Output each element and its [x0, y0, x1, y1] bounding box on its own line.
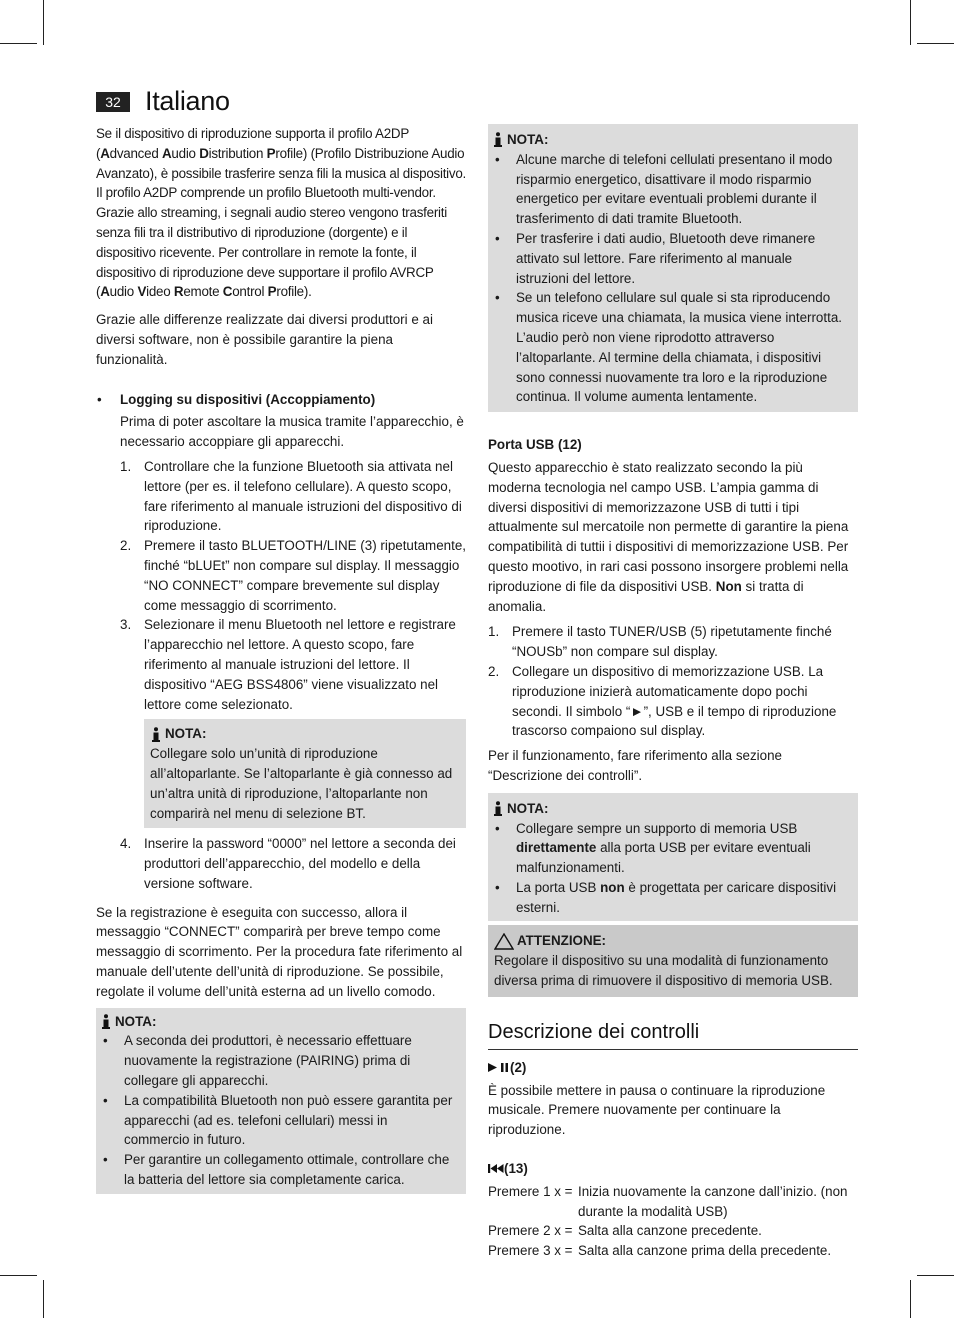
pairing-steps-cont [120, 834, 466, 893]
crop-mark [43, 1280, 44, 1318]
warning-icon [494, 933, 514, 950]
crop-mark [43, 0, 44, 45]
info-icon [492, 801, 504, 816]
left-column [96, 124, 466, 1194]
list-item: Premere 3 x = Salta alla canzone prima della precedente. [488, 1243, 832, 1259]
info-icon [150, 727, 162, 742]
play-pause-icon [488, 1062, 510, 1073]
list-item: 1. Premere il tasto TUNER/USB (5) ripetutamente finché “NOUSb” non compare sul display. [488, 624, 832, 660]
right-column [488, 124, 858, 1261]
compatibility-paragraph: Grazie alle differenze realizzate dai diversi produttori e ai diversi software, non è possibile garantire la piena funzionalità. [96, 312, 433, 367]
list-item: 3. Selezionare il menu Bluetooth nel lettore e registrare l’apparecchio nel lettore. A questo scopo, fare riferimento al manuale istruzioni del lettore. Il dispositivo “AEG BSS4806” viene visualizzato nel lettore come selezionato. [120, 617, 456, 712]
pairing-steps [120, 457, 466, 714]
list-item: 4. Inserire la password “0000” nel lettore a seconda dei produttori dell’apparecchio, del modello e della versione software. [120, 836, 456, 891]
bullet: • [97, 391, 102, 407]
skip-back-icon [488, 1163, 504, 1174]
list-item: 1. Controllare che la funzione Bluetooth sia attivata nel lettore (per es. il telefono cellulare). A questo scopo, fare riferimento al manuale istruzioni del dispositivo di riproduzione. [120, 458, 462, 534]
list-item: • Per garantire un collegamento ottimale, controllare che la batteria del lettore sia completamente carica. [102, 1150, 456, 1190]
info-icon [100, 1014, 112, 1029]
previous-heading: (13) [488, 1159, 858, 1179]
crop-mark [917, 43, 954, 44]
crop-mark [910, 1280, 911, 1318]
list-item: • Se un telefono cellulare sul quale si sta riproducendo musica riceve una chiamata, la musica viene interrotta. L’audio però non viene riprodotto attraverso l’altoparlante. Al termine della chiamata, i dispositivi sono connessi nuovamente tra loro e la riproduzione continua. Il volume aumenta lentamente. [494, 288, 848, 407]
usb-steps [488, 622, 858, 741]
note-box: NOTA: • Alcune marche di telefoni cellulati presentano il modo risparmio energetico, disattivare il modo risparmio energetico per evitare eventuali problemi durante il trasferimento di dati tramite Bluetooth. • Per trasferire i dati audio, Bluetooth deve rimanere attivato sul lettore. Fare riferimento al manuale istruzioni del lettore. • Se un telefono cellulare sul quale si sta riproducendo musica riceve una chiamata, la musica viene interrotta. L’audio però non viene riprodotto attraverso l’altoparlante. Al termine della chiamata, i dispositivi sono connessi nuovamente tra loro e la riproduzione continua. Il volume aumenta lentamente. [488, 124, 858, 412]
note-box: NOTA: • A seconda dei produttori, è necessario effettuare nuovamente la registrazione (PAIRING) prima di collegare gli apparecchi. • La compatibilità Bluetooth non può essere garantita per apparecchi (ad es. telefoni cellulari) messi in commercio in futuro. • Per garantire un collegamento ottimale, controllare che la batteria del lettore sia completamente carica. [96, 1008, 466, 1194]
crop-mark [0, 43, 37, 44]
list-item: 2. Collegare un dispositivo di memorizzazione USB. La riproduzione inizierà automaticamente dopo pochi secondi. Il simbolo “►”, USB e il tempo di riproduzione trascorso compaiono sul display. [488, 663, 837, 739]
controls-heading: Descrizione dei controlli [488, 1018, 858, 1050]
press-list [488, 1182, 858, 1261]
note-box: NOTA: • Collegare sempre un supporto di memoria USB direttamente alla porta USB per evitare eventuali malfunzionamenti. • La porta USB non è progettata per caricare dispositivi esterni. [488, 793, 858, 922]
note-text: Collegare solo un’unità di riproduzione all’altoparlante. Se l’altoparlante è già connesso ad un’altra unità di riproduzione, l’altoparlante non comparirà nel menu di selezione BT. [150, 746, 453, 821]
page-number: 32 [96, 92, 130, 112]
success-paragraph: Se la registrazione è eseguita con successo, allora il messaggio “CONNECT” comparirà per breve tempo come messaggio di scorrimento. Per la procedura fate riferimento al manuale dell’utente dell’unità di riproduzione. Se possibile, regolate il volume dell’unità esterna ad un livello comodo. [96, 904, 463, 999]
note-box: NOTA: Collegare solo un’unità di riproduzione all’altoparlante. Se l’altoparlante è già connesso ad un’altra unità di riproduzione, l’altoparlante non comparirà nel menu di selezione BT. [144, 719, 466, 828]
list-item: Premere 2 x = Salta alla canzone precedente. [488, 1223, 762, 1239]
pairing-title: Logging su dispositivi (Accoppiamento) [120, 391, 376, 407]
list-item: Premere 1 x = Inizia nuovamente la canzone dall’inizio. (non durante la modalità USB) [488, 1183, 848, 1219]
warning-text: Regolare il dispositivo su una modalità di funzionamento diversa prima di rimuovere il dispositivo di memoria USB. [494, 953, 833, 989]
crop-mark [917, 1275, 954, 1276]
page-title: Italiano [145, 86, 230, 116]
list-item: • La porta USB non è progettata per caricare dispositivi esterni. [494, 878, 852, 918]
list-item: • Per trasferire i dati audio, Bluetooth deve rimanere attivato sul lettore. Fare riferimento al manuale istruzioni del lettore. [494, 229, 848, 288]
list-item: 2. Premere il tasto BLUETOOTH/LINE (3) ripetutamente, finché “bLUEt” non compare sul display. Il messaggio “NO CONNECT” compare brevemente sul display come messaggio di scorrimento. [120, 538, 466, 613]
pairing-intro: Prima di poter ascoltare la musica tramite l’apparecchio, è necessario accoppiare gli apparecchi. [120, 414, 464, 450]
warning-box: ATTENZIONE: Regolare il dispositivo su una modalità di funzionamento diversa prima di rimuovere il dispositivo di memoria USB. [488, 925, 858, 996]
list-item: • Collegare sempre un supporto di memoria USB direttamente alla porta USB per evitare eventuali malfunzionamenti. [494, 819, 852, 878]
list-item: • A seconda dei produttori, è necessario effettuare nuovamente la registrazione (PAIRING) prima di collegare gli apparecchi. [102, 1031, 456, 1090]
usb-heading: Porta USB (12) [488, 437, 582, 453]
usb-paragraph: Questo apparecchio è stato realizzato secondo la più moderna tecnologia nel campo USB. L’ampia gamma di diversi dispositivi di memorizzazone USB di tutti i tipi attualmente sul mercatoile non permette di garantire la piena compatibilità di tuttii i dispositivi di memorizzazione USB. Per questo mootivo, in rari casi possono insorgere problemi nella riproduzione di file da dispositivi USB. Non si tratta di anomalia. [488, 459, 849, 614]
play-pause-text: È possibile mettere in pausa o continuare la riproduzione musicale. Premere nuovamente per continuare la riproduzione. [488, 1082, 826, 1138]
list-item: • La compatibilità Bluetooth non può essere garantita per apparecchi (ad es. telefoni cellulari) messi in commercio in futuro. [102, 1091, 456, 1150]
list-item: • Alcune marche di telefoni cellulati presentano il modo risparmio energetico, disattivare il modo risparmio energetico per evitare eventuali problemi durante il trasferimento di dati tramite Bluetooth. [494, 150, 848, 229]
pairing-section [96, 390, 466, 894]
crop-mark [0, 1275, 37, 1276]
info-icon [492, 132, 504, 147]
crop-mark [910, 0, 911, 45]
usb-reference: Per il funzionamento, fare riferimento alla sezione “Descrizione dei controlli”. [488, 748, 782, 783]
intro-paragraph: Se il dispositivo di riproduzione supporta il profilo A2DP (Advanced Audio Distribution Profile) (Profilo Distribuzione Audio Avanzato), è possibile trasferire senza fili la musica al dispositivo. Il profilo A2DP comprende un profilo Bluetooth multi-vendor. Grazie allo streaming, i segnali audio stereo vengono trasferiti senza fili tra il distributivo di riproduzione (dorgente) e il dispositivo ricevente. Per controllare in remote la fonte, il dispositivo di riproduzione deve supportare il profilo AVRCP (Audio Video Remote Control Profile). [96, 126, 467, 300]
play-pause-heading: (2) [488, 1058, 858, 1078]
